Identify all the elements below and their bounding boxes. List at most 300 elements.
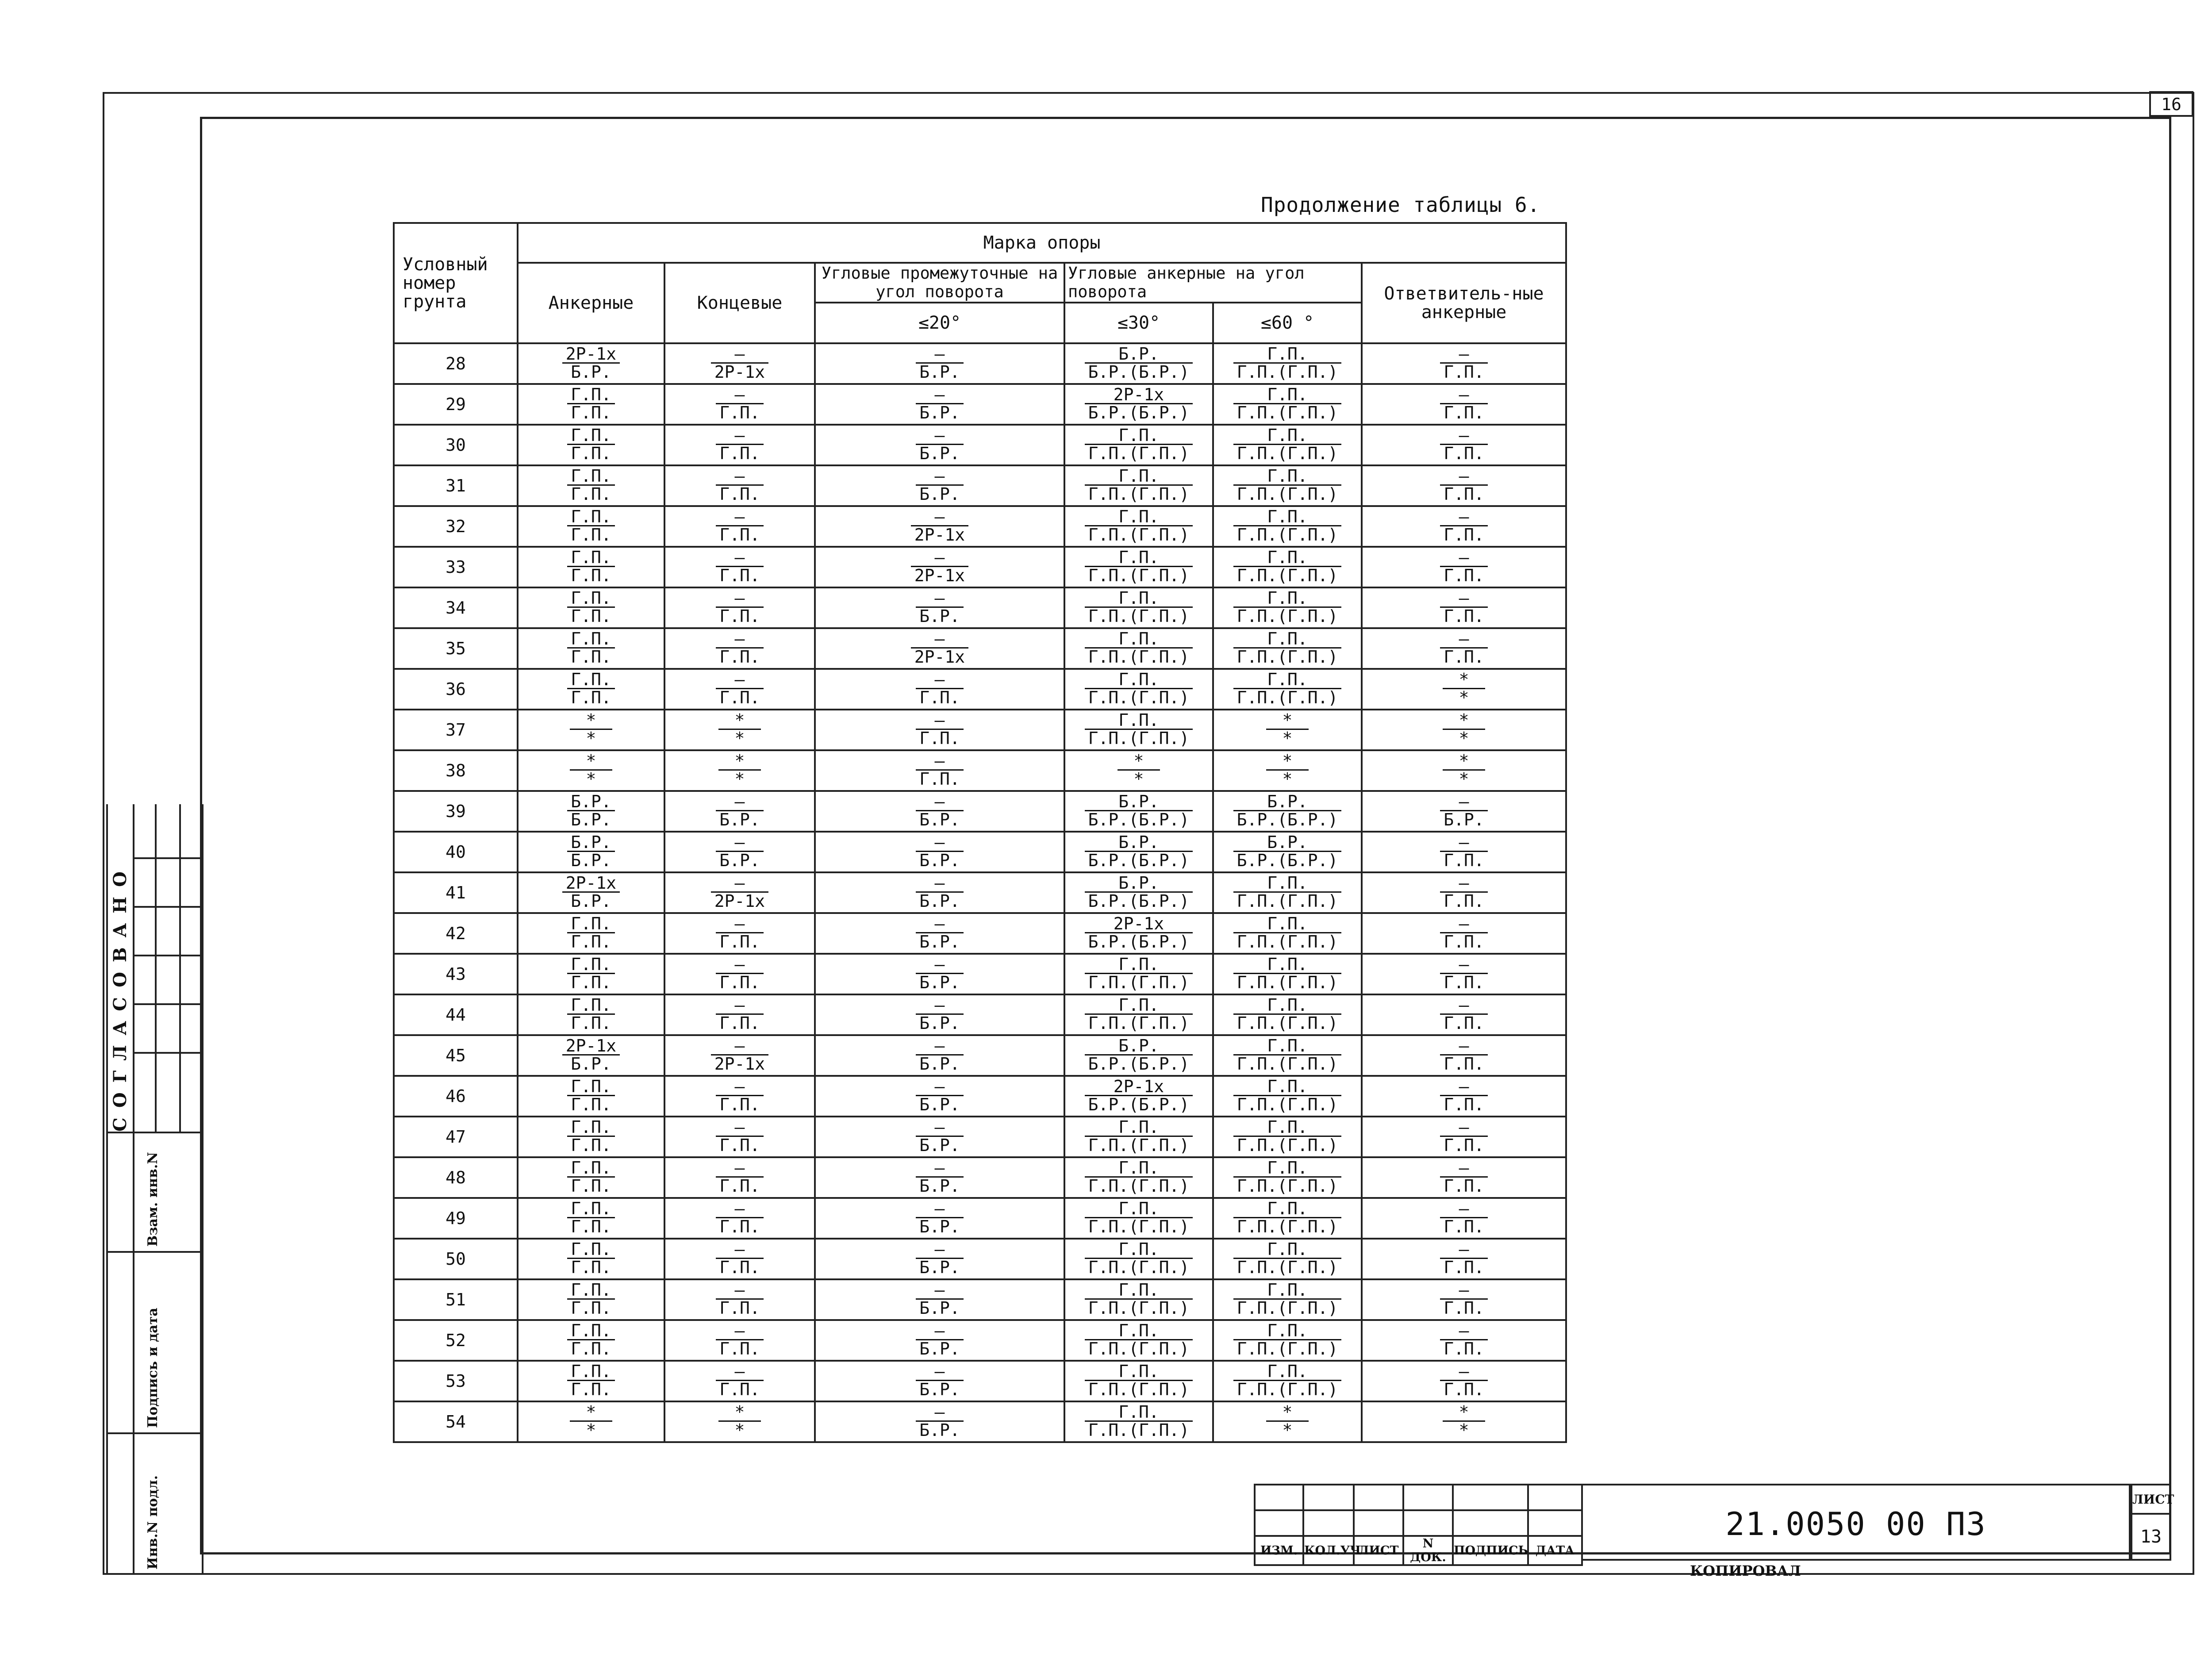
fraction-numerator: – xyxy=(1440,1322,1488,1340)
fraction-numerator: Г.П. xyxy=(567,915,615,933)
fraction-numerator: Б.Р. xyxy=(1233,834,1342,852)
fraction-numerator: Г.П. xyxy=(1085,427,1193,445)
mark-cell xyxy=(1064,587,1213,628)
mark-cell xyxy=(1064,913,1213,954)
fraction-denominator: Г.П.(Г.П.) xyxy=(1237,1136,1338,1155)
fraction xyxy=(916,1200,964,1235)
fraction xyxy=(1085,956,1193,991)
mark-cell xyxy=(664,669,815,710)
table-row xyxy=(394,710,1566,750)
mark-cell xyxy=(664,872,815,913)
fraction xyxy=(916,386,964,421)
mark-cell xyxy=(664,547,815,587)
mark-cell xyxy=(815,1035,1064,1076)
fraction-numerator: Г.П. xyxy=(1233,1363,1342,1381)
fraction-numerator: – xyxy=(916,1119,964,1137)
soil-number-cell: 34 xyxy=(394,587,518,628)
fraction-numerator: * xyxy=(1266,752,1309,771)
fraction-denominator: Г.П. xyxy=(719,1217,760,1236)
mark-cell xyxy=(1064,791,1213,832)
fraction xyxy=(916,1322,964,1357)
fraction-denominator: Б.Р. xyxy=(919,1013,960,1033)
mark-cell xyxy=(664,587,815,628)
table-row xyxy=(394,913,1566,954)
mark-cell xyxy=(815,425,1064,465)
fraction-numerator: 2P-1x xyxy=(562,1037,620,1055)
fraction xyxy=(567,1119,615,1154)
fraction-denominator: Г.П.(Г.П.) xyxy=(1237,932,1338,952)
fraction-denominator: Г.П. xyxy=(1444,566,1484,585)
fraction-numerator: Г.П. xyxy=(1085,1159,1193,1178)
fraction-denominator: Г.П. xyxy=(1444,647,1484,667)
fraction xyxy=(1440,1159,1488,1194)
fraction xyxy=(716,468,764,503)
fraction-denominator: Г.П. xyxy=(1444,851,1484,870)
fraction-numerator: Г.П. xyxy=(567,590,615,608)
table-row xyxy=(394,832,1566,872)
fraction-denominator: Б.Р. xyxy=(919,444,960,463)
fraction-denominator: Б.Р. xyxy=(571,810,611,829)
fraction xyxy=(1085,1159,1193,1194)
fraction-denominator: Г.П.(Г.П.) xyxy=(1237,403,1338,422)
fraction-numerator: – xyxy=(716,1282,764,1300)
fraction xyxy=(716,1282,764,1316)
mark-cell xyxy=(1362,425,1566,465)
fraction-numerator: Г.П. xyxy=(1085,1200,1193,1218)
fraction xyxy=(567,630,615,665)
mark-cell xyxy=(1064,1117,1213,1157)
mark-cell xyxy=(1362,913,1566,954)
fraction-numerator: – xyxy=(716,1078,764,1096)
fraction xyxy=(567,427,615,462)
fraction xyxy=(716,1200,764,1235)
fraction-numerator: Б.Р. xyxy=(1085,1037,1193,1055)
mark-cell xyxy=(518,750,664,791)
fraction-denominator: Г.П. xyxy=(719,525,760,545)
fraction-numerator: – xyxy=(916,1200,964,1218)
mark-cell xyxy=(1064,832,1213,872)
fraction-denominator: * xyxy=(734,1420,745,1440)
mark-cell xyxy=(518,1361,664,1401)
fraction-denominator: Г.П.(Г.П.) xyxy=(1088,1136,1190,1155)
mark-cell xyxy=(1064,710,1213,750)
fraction-numerator: – xyxy=(916,1159,964,1178)
fraction-denominator: Б.Р. xyxy=(571,851,611,870)
fraction-denominator: Г.П. xyxy=(719,932,760,952)
fraction xyxy=(916,1282,964,1316)
mark-cell xyxy=(518,913,664,954)
mark-cell xyxy=(1064,872,1213,913)
mark-cell xyxy=(1064,1320,1213,1361)
fraction-numerator: 2P-1x xyxy=(1085,386,1193,404)
copied-label: КОПИРОВАЛ xyxy=(1690,1562,1801,1579)
mark-cell xyxy=(1064,425,1213,465)
fraction xyxy=(1443,1404,1485,1439)
fraction-numerator: Г.П. xyxy=(1085,630,1193,649)
mark-cell xyxy=(1064,954,1213,994)
soil-number-cell: 50 xyxy=(394,1239,518,1279)
fraction xyxy=(1443,712,1485,747)
mark-cell xyxy=(815,791,1064,832)
mark-cell xyxy=(664,628,815,669)
mark-cell xyxy=(815,1361,1064,1401)
fraction xyxy=(1085,997,1193,1032)
fraction-denominator: Б.Р. xyxy=(919,1258,960,1277)
fraction xyxy=(1233,508,1342,543)
fraction-numerator: – xyxy=(916,793,964,811)
fraction xyxy=(1440,1078,1488,1113)
fraction-numerator: – xyxy=(711,1037,768,1055)
mark-cell xyxy=(1213,832,1362,872)
fraction xyxy=(916,834,964,869)
fraction-denominator: Г.П. xyxy=(1444,484,1484,504)
fraction xyxy=(1440,345,1488,380)
fraction-denominator: Б.Р. xyxy=(919,1380,960,1399)
fraction-numerator: – xyxy=(716,915,764,933)
mark-cell xyxy=(1064,465,1213,506)
fraction xyxy=(570,1404,612,1439)
soil-number-cell: 44 xyxy=(394,994,518,1035)
fraction-numerator: – xyxy=(1440,549,1488,567)
fraction xyxy=(1233,468,1342,503)
fraction-denominator: Г.П.(Г.П.) xyxy=(1237,1298,1338,1318)
fraction-numerator: – xyxy=(716,590,764,608)
soil-number-cell: 51 xyxy=(394,1279,518,1320)
fraction xyxy=(716,956,764,991)
fraction xyxy=(716,1363,764,1398)
fraction xyxy=(567,549,615,584)
fraction xyxy=(567,590,615,625)
mark-cell xyxy=(518,710,664,750)
mark-cell xyxy=(664,750,815,791)
document-number: 21.0050 00 ПЗ xyxy=(1581,1484,2131,1561)
fraction-numerator: – xyxy=(1440,427,1488,445)
fraction-numerator: Г.П. xyxy=(1233,345,1342,364)
mark-cell xyxy=(815,1117,1064,1157)
mark-cell xyxy=(1362,1279,1566,1320)
soil-number-cell: 49 xyxy=(394,1198,518,1239)
fraction-denominator: Г.П. xyxy=(1444,444,1484,463)
stamp-izm: ИЗМ. xyxy=(1255,1536,1303,1565)
fraction-denominator: Б.Р. xyxy=(919,932,960,952)
table-row xyxy=(394,384,1566,425)
fraction-denominator: Г.П. xyxy=(571,1258,611,1277)
mark-cell xyxy=(1362,1035,1566,1076)
fraction xyxy=(1085,1282,1193,1316)
mark-cell xyxy=(1064,1361,1213,1401)
fraction-denominator: Г.П. xyxy=(571,647,611,667)
fraction xyxy=(1233,1322,1342,1357)
fraction xyxy=(716,630,764,665)
fraction xyxy=(1440,956,1488,991)
fraction-numerator: – xyxy=(716,427,764,445)
table-row xyxy=(394,628,1566,669)
fraction-denominator: Г.П.(Г.П.) xyxy=(1088,688,1190,707)
fraction-denominator: Б.Р. xyxy=(719,810,760,829)
fraction-denominator: Г.П. xyxy=(1444,1339,1484,1359)
fraction-numerator: Г.П. xyxy=(567,508,615,526)
fraction-numerator: – xyxy=(1440,793,1488,811)
fraction-numerator: – xyxy=(916,1404,964,1422)
fraction-denominator: Г.П.(Г.П.) xyxy=(1237,606,1338,626)
fraction-numerator: * xyxy=(570,1404,612,1422)
fraction xyxy=(716,1159,764,1194)
fraction-denominator: Б.Р.(Б.Р.) xyxy=(1088,810,1190,829)
fraction xyxy=(916,1078,964,1113)
fraction-denominator: Г.П.(Г.П.) xyxy=(1237,1258,1338,1277)
fraction-numerator: Г.П. xyxy=(1233,671,1342,689)
table-body xyxy=(394,343,1566,1442)
mark-cell xyxy=(1064,1239,1213,1279)
fraction xyxy=(1085,834,1193,869)
fraction-denominator: Г.П. xyxy=(719,1380,760,1399)
mark-cell xyxy=(664,1035,815,1076)
mark-cell xyxy=(1213,465,1362,506)
fraction-numerator: Г.П. xyxy=(567,1159,615,1178)
fraction xyxy=(1085,630,1193,665)
fraction-numerator: – xyxy=(716,508,764,526)
fraction-numerator: – xyxy=(911,549,968,567)
fraction-denominator: Г.П.(Г.П.) xyxy=(1088,1298,1190,1318)
mark-cell xyxy=(518,1239,664,1279)
fraction xyxy=(1233,1037,1342,1072)
fraction-denominator: Г.П.(Г.П.) xyxy=(1237,444,1338,463)
fraction-denominator: Г.П. xyxy=(1444,932,1484,952)
mark-cell xyxy=(1213,1198,1362,1239)
fraction-denominator: * xyxy=(734,769,745,789)
mark-cell xyxy=(664,1157,815,1198)
fraction-denominator: Г.П. xyxy=(571,484,611,504)
mark-cell xyxy=(1064,343,1213,384)
fraction-numerator: – xyxy=(1440,1241,1488,1259)
mark-cell xyxy=(1213,1157,1362,1198)
mark-cell xyxy=(664,1361,815,1401)
fraction-numerator: – xyxy=(716,386,764,404)
fraction-denominator: * xyxy=(586,769,596,789)
fraction-numerator: Г.П. xyxy=(567,956,615,974)
table-row xyxy=(394,1035,1566,1076)
fraction-numerator: Г.П. xyxy=(1233,1119,1342,1137)
fraction xyxy=(1085,549,1193,584)
fraction-denominator: Б.Р. xyxy=(919,851,960,870)
table-row xyxy=(394,425,1566,465)
fraction-numerator: Б.Р. xyxy=(1085,345,1193,364)
mark-cell xyxy=(1213,1279,1362,1320)
fraction xyxy=(1233,1282,1342,1316)
mark-cell xyxy=(1213,872,1362,913)
mark-cell xyxy=(1362,628,1566,669)
fraction xyxy=(716,549,764,584)
mark-cell xyxy=(518,1279,664,1320)
fraction-numerator: Г.П. xyxy=(1233,1241,1342,1259)
mark-cell xyxy=(664,832,815,872)
fraction xyxy=(567,997,615,1032)
fraction-numerator: Б.Р. xyxy=(1233,793,1342,811)
fraction xyxy=(567,915,615,950)
fraction-denominator: Б.Р.(Б.Р.) xyxy=(1088,403,1190,422)
soil-number-cell: 52 xyxy=(394,1320,518,1361)
fraction-numerator: Г.П. xyxy=(1233,1282,1342,1300)
fraction-numerator: Б.Р. xyxy=(567,834,615,852)
mark-cell xyxy=(1362,465,1566,506)
fraction-numerator: – xyxy=(711,875,768,893)
fraction-numerator: – xyxy=(716,1241,764,1259)
fraction xyxy=(1233,1200,1342,1235)
mark-cell xyxy=(518,628,664,669)
fraction xyxy=(916,1241,964,1276)
mark-cell xyxy=(815,994,1064,1035)
mark-cell xyxy=(1362,832,1566,872)
fraction-numerator: * xyxy=(718,712,761,730)
fraction-numerator: – xyxy=(1440,1200,1488,1218)
table-row xyxy=(394,1320,1566,1361)
fraction xyxy=(711,875,768,910)
fraction-denominator: Г.П. xyxy=(571,1217,611,1236)
fraction-denominator: Г.П. xyxy=(719,647,760,667)
fraction-denominator: * xyxy=(1459,688,1469,707)
fraction-numerator: * xyxy=(1443,1404,1485,1422)
fraction-numerator: * xyxy=(1443,712,1485,730)
stamp-kol-uch: КОЛ.УЧ xyxy=(1303,1536,1354,1565)
fraction-denominator: Г.П. xyxy=(571,1136,611,1155)
mark-cell xyxy=(1213,669,1362,710)
fraction xyxy=(916,712,964,747)
fraction-denominator: 2P-1x xyxy=(914,566,965,585)
mark-cell xyxy=(1362,1157,1566,1198)
mark-cell xyxy=(1362,547,1566,587)
agreed-label: СОГЛАСОВАНО xyxy=(110,862,131,1132)
fraction-denominator: Г.П. xyxy=(919,769,960,789)
fraction xyxy=(1085,712,1193,747)
soil-number-cell: 41 xyxy=(394,872,518,913)
mark-cell xyxy=(815,872,1064,913)
fraction-numerator: Г.П. xyxy=(1085,1282,1193,1300)
fraction-numerator: Г.П. xyxy=(567,1241,615,1259)
mark-cell xyxy=(518,465,664,506)
fraction-numerator: Г.П. xyxy=(1233,508,1342,526)
fraction-numerator: – xyxy=(916,590,964,608)
fraction xyxy=(716,671,764,706)
fraction-numerator: * xyxy=(1443,671,1485,689)
fraction xyxy=(1440,1241,1488,1276)
mark-cell xyxy=(815,587,1064,628)
fraction xyxy=(1440,549,1488,584)
fraction-denominator: * xyxy=(586,729,596,748)
fraction-numerator: – xyxy=(716,997,764,1015)
fraction xyxy=(916,1037,964,1072)
fraction xyxy=(1233,956,1342,991)
fraction xyxy=(567,1282,615,1316)
stamp-data: ДАТА xyxy=(1528,1536,1582,1565)
fraction-numerator: – xyxy=(911,508,968,526)
fraction-denominator: Г.П. xyxy=(719,1013,760,1033)
fraction-denominator: Б.Р. xyxy=(919,891,960,911)
fraction-denominator: Г.П.(Г.П.) xyxy=(1088,1420,1190,1440)
fraction xyxy=(716,427,764,462)
mark-cell xyxy=(1213,547,1362,587)
fraction xyxy=(1085,915,1193,950)
fraction-numerator: 2P-1x xyxy=(562,345,620,364)
fraction xyxy=(911,549,968,584)
fraction-denominator: Г.П.(Г.П.) xyxy=(1237,362,1338,382)
fraction xyxy=(1440,1119,1488,1154)
fraction xyxy=(567,1078,615,1113)
fraction-numerator: Г.П. xyxy=(1233,997,1342,1015)
fraction-denominator: Г.П. xyxy=(719,566,760,585)
fraction-denominator: Г.П.(Г.П.) xyxy=(1237,647,1338,667)
mark-cell xyxy=(815,913,1064,954)
fraction xyxy=(567,956,615,991)
fraction xyxy=(716,590,764,625)
fraction-numerator: – xyxy=(716,630,764,649)
fraction-numerator: Г.П. xyxy=(1233,1322,1342,1340)
fraction-numerator: Г.П. xyxy=(1085,1241,1193,1259)
fraction xyxy=(1233,1159,1342,1194)
fraction-numerator: Г.П. xyxy=(1085,1119,1193,1137)
fraction-numerator: – xyxy=(1440,997,1488,1015)
fraction-numerator: – xyxy=(916,915,964,933)
fraction-numerator: Г.П. xyxy=(567,1282,615,1300)
table-row xyxy=(394,1157,1566,1198)
fraction-numerator: * xyxy=(1266,712,1309,730)
mark-cell xyxy=(1362,1361,1566,1401)
table-row xyxy=(394,872,1566,913)
fraction xyxy=(716,1078,764,1113)
fraction-numerator: – xyxy=(1440,1078,1488,1096)
fraction-numerator: Г.П. xyxy=(1233,875,1342,893)
fraction-denominator: Б.Р. xyxy=(571,891,611,911)
mark-cell xyxy=(815,1157,1064,1198)
mark-cell xyxy=(664,954,815,994)
fraction-denominator: Г.П. xyxy=(571,606,611,626)
fraction-denominator: Г.П. xyxy=(1444,1217,1484,1236)
mark-cell xyxy=(1213,1401,1362,1442)
fraction-denominator: Б.Р. xyxy=(919,1298,960,1318)
mark-cell xyxy=(815,628,1064,669)
table-row xyxy=(394,994,1566,1035)
fraction-denominator: Б.Р.(Б.Р.) xyxy=(1088,891,1190,911)
mark-cell xyxy=(1362,994,1566,1035)
mark-cell xyxy=(1064,384,1213,425)
fraction-denominator: Г.П.(Г.П.) xyxy=(1237,566,1338,585)
fraction-denominator: Г.П. xyxy=(919,729,960,748)
fraction xyxy=(1233,630,1342,665)
fraction xyxy=(1440,1282,1488,1316)
fraction xyxy=(1440,1037,1488,1072)
stamp-list: ЛИСТ xyxy=(1354,1536,1403,1565)
mark-cell xyxy=(1064,547,1213,587)
fraction-denominator: Б.Р.(Б.Р.) xyxy=(1088,1054,1190,1074)
fraction-denominator: Б.Р. xyxy=(919,606,960,626)
mark-cell xyxy=(1213,384,1362,425)
table-row xyxy=(394,750,1566,791)
fraction-denominator: Г.П. xyxy=(571,688,611,707)
fraction xyxy=(562,875,620,910)
fraction-numerator: – xyxy=(1440,875,1488,893)
fraction xyxy=(1440,793,1488,828)
fraction-numerator: * xyxy=(718,1404,761,1422)
fraction-denominator: Г.П. xyxy=(1444,403,1484,422)
mark-cell xyxy=(664,1401,815,1442)
fraction-numerator: – xyxy=(1440,834,1488,852)
mark-cell xyxy=(815,1239,1064,1279)
mark-cell xyxy=(664,1076,815,1117)
mark-cell xyxy=(1213,425,1362,465)
mark-cell xyxy=(518,872,664,913)
fraction-numerator: – xyxy=(1440,590,1488,608)
fraction xyxy=(1440,386,1488,421)
fraction-numerator: – xyxy=(916,345,964,364)
